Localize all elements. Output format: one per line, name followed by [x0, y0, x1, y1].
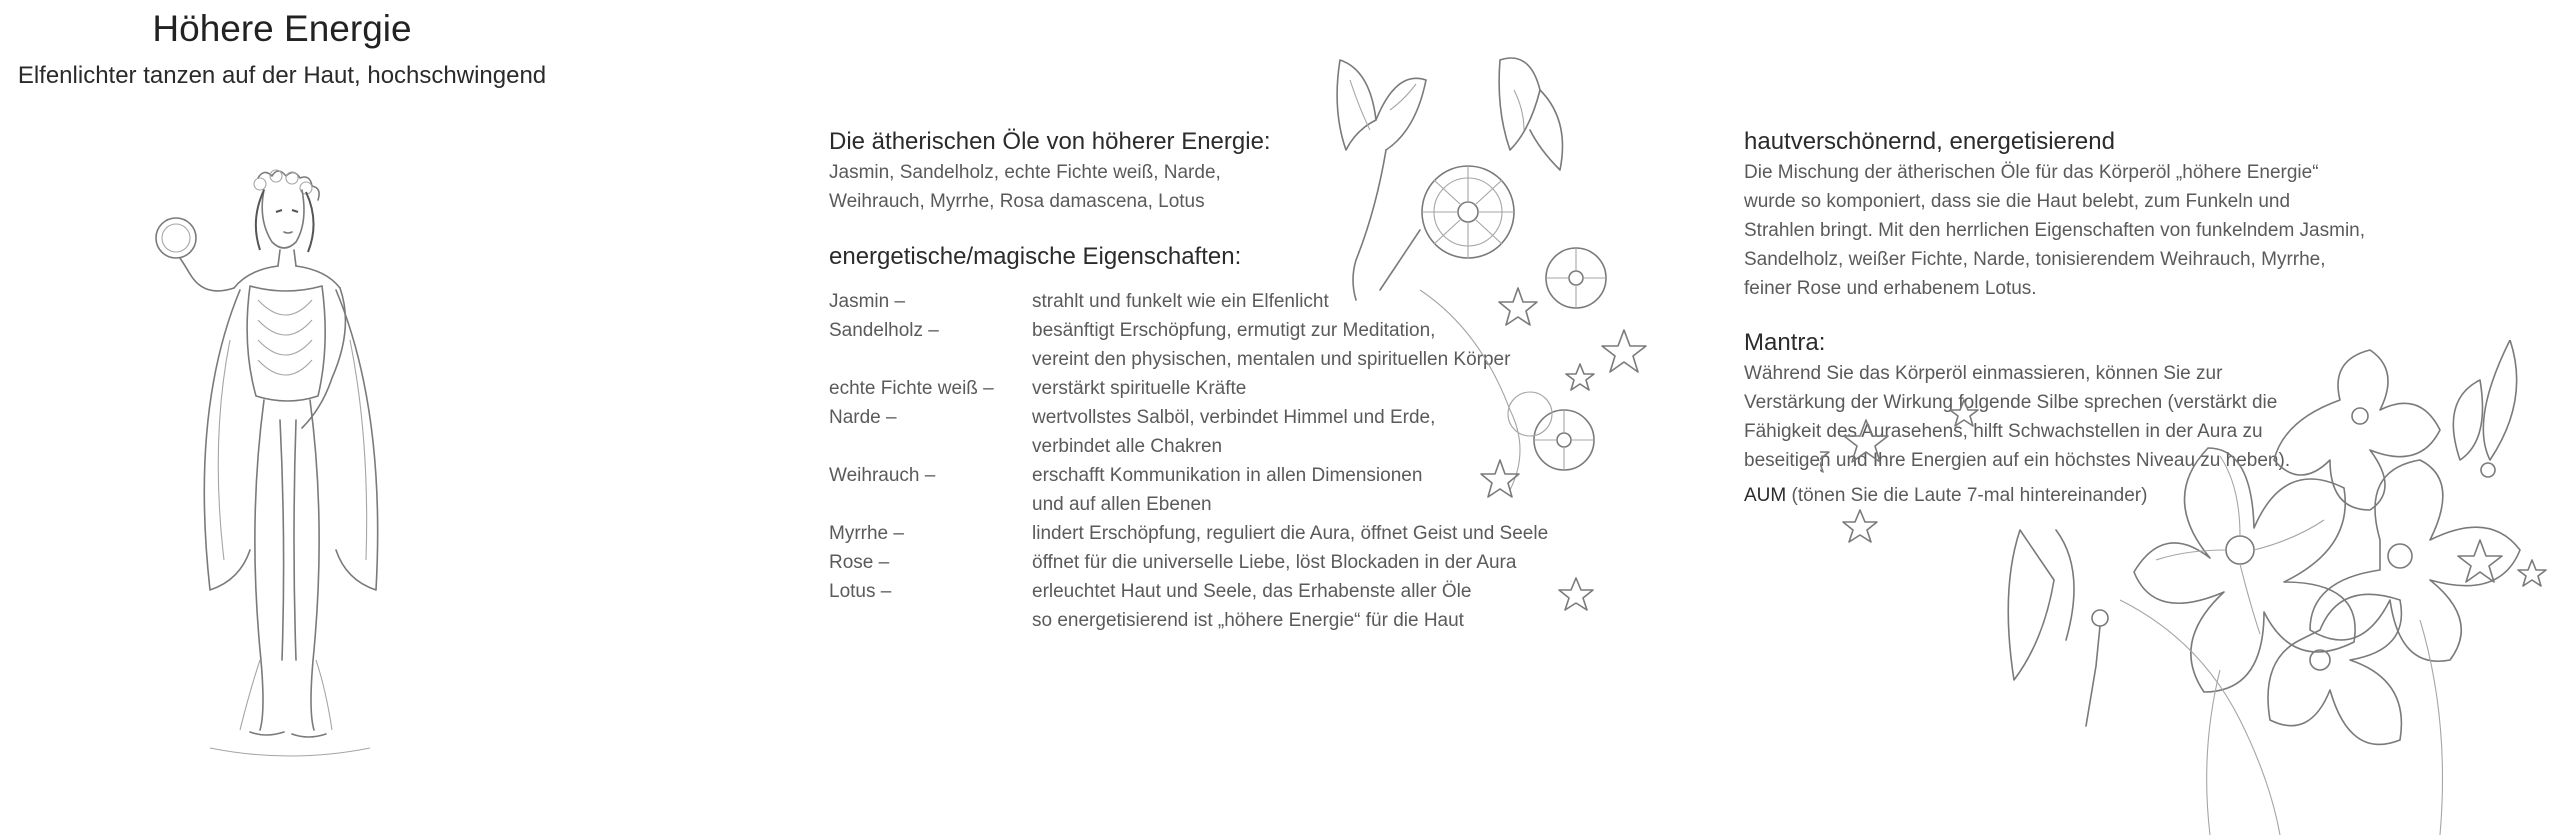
property-description: vereint den physischen, mentalen und spirituellen Körper — [1032, 349, 1511, 370]
property-name: echte Fichte weiß – — [829, 378, 994, 399]
mantra-syllable-note: (tönen Sie die Laute 7-mal hintereinander) — [1786, 485, 2148, 506]
oils-heading: Die ätherischen Öle von höherer Energie: — [829, 128, 1271, 155]
property-description: lindert Erschöpfung, reguliert die Aura, öffnet Geist und Seele — [1032, 523, 1549, 544]
star-icon — [2458, 540, 2502, 582]
skin-line: Strahlen bringt. Mit den herrlichen Eigenschaften von funkelndem Jasmin, — [1744, 220, 2366, 241]
property-name: Myrrhe – — [829, 523, 904, 544]
skin-line: feiner Rose und erhabenem Lotus. — [1744, 278, 2037, 299]
flower-icon — [2274, 350, 2440, 510]
property-description: strahlt und funkelt wie ein Elfenlicht — [1032, 291, 1329, 312]
skin-line: wurde so komponiert, dass sie die Haut belebt, zum Funkeln und — [1744, 191, 2291, 212]
fairy-illustration — [2008, 530, 2108, 726]
skin-line: Sandelholz, weißer Fichte, Narde, tonisierendem Weihrauch, Myrrhe, — [1744, 249, 2326, 270]
mantra-line: Verstärkung der Wirkung folgende Silbe sprechen (verstärkt die — [1744, 392, 2278, 413]
property-description: öffnet für die universelle Liebe, löst Blockaden in der Aura — [1032, 552, 1517, 573]
star-icon — [1566, 364, 1594, 390]
property-description: wertvollstes Salböl, verbindet Himmel und Erde, — [1032, 407, 1436, 428]
property-description: erschafft Kommunikation in allen Dimensionen — [1032, 465, 1423, 486]
star-icon — [1481, 460, 1519, 497]
star-icon — [1602, 330, 1646, 372]
property-name: Weihrauch – — [829, 465, 936, 486]
fairy-sketch — [140, 120, 430, 770]
property-description: erleuchtet Haut und Seele, das Erhabenste aller Öle — [1032, 581, 1472, 602]
page-title: Höhere Energie — [152, 8, 412, 49]
flower-icon — [2310, 460, 2520, 661]
butterfly-fairy-illustration — [1337, 58, 1562, 300]
skin-text — [1744, 158, 2365, 303]
flower-icon — [2134, 448, 2355, 692]
oils-list — [829, 158, 1221, 216]
star-icon — [1559, 578, 1593, 610]
star-icon — [2518, 560, 2546, 586]
oils-line: Weihrauch, Myrrhe, Rosa damascena, Lotus — [829, 191, 1205, 212]
property-name: Lotus – — [829, 581, 892, 602]
star-icon — [1843, 510, 1877, 542]
property-name: Rose – — [829, 552, 890, 573]
skin-heading: hautverschönernd, energetisierend — [1744, 128, 2115, 155]
mantra-line: beseitigen und Ihre Energien auf ein höchstes Niveau zu heben). — [1744, 450, 2291, 471]
skin-line: Die Mischung der ätherischen Öle für das Körperöl „höhere Energie“ — [1744, 162, 2319, 183]
star-icon — [1820, 440, 1829, 472]
property-description: und auf allen Ebenen — [1032, 494, 1212, 515]
property-description: so energetisierend ist „höhere Energie“ für die Haut — [1032, 610, 1464, 631]
mantra-syllable: AUM — [1744, 485, 1787, 506]
flower-icon — [2268, 594, 2401, 744]
flower-icon — [1380, 166, 1514, 290]
property-name: Sandelholz – — [829, 320, 939, 341]
flower-icon — [1546, 248, 1606, 308]
mantra-line: Fähigkeit des Aurasehens, hilft Schwachstellen in der Aura zu — [1744, 421, 2263, 442]
fairy-figure-illustration — [156, 170, 378, 756]
mantra-line: Während Sie das Körperöl einmassieren, können Sie zur — [1744, 363, 2223, 384]
property-description: verstärkt spirituelle Kräfte — [1032, 378, 1247, 399]
property-name: Narde – — [829, 407, 897, 428]
page-subtitle: Elfenlichter tanzen auf der Haut, hochschwingend — [17, 62, 547, 89]
property-description: verbindet alle Chakren — [1032, 436, 1223, 457]
star-icon — [1499, 288, 1537, 325]
properties-heading: energetische/magische Eigenschaften: — [829, 243, 1242, 270]
flower-icon — [1508, 392, 1594, 470]
flowers-fairies-sketch — [1820, 340, 2560, 835]
property-name: Jasmin – — [829, 291, 906, 312]
flower-fairy-sketch — [1300, 30, 1660, 630]
mantra-heading: Mantra: — [1744, 329, 1826, 356]
star-icon — [1844, 420, 1888, 462]
butterfly-fairy-illustration — [2453, 340, 2516, 477]
star-icon — [1950, 400, 1978, 426]
oils-line: Jasmin, Sandelholz, echte Fichte weiß, Narde, — [829, 162, 1221, 183]
property-description: besänftigt Erschöpfung, ermutigt zur Meditation, — [1032, 320, 1436, 341]
